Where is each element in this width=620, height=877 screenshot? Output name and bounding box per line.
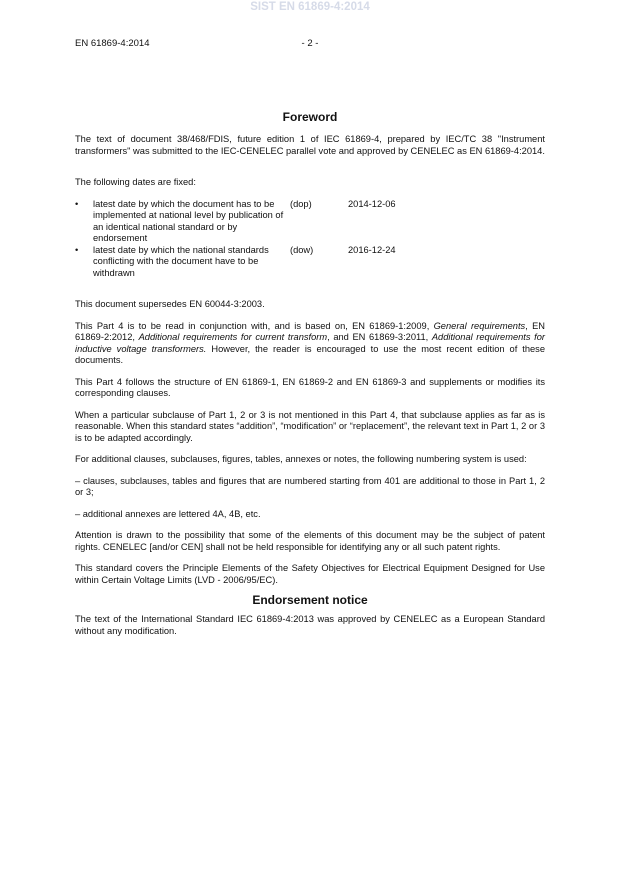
structure-text: This Part 4 follows the structure of EN 61869-1, EN 61869-2 and EN 61869-3 and supplements or modifies its corresponding clauses. bbox=[75, 376, 545, 398]
lvd-text: This standard covers the Principle Elements of the Safety Objectives for Electrical Equipment Designed for Use within Certain Voltage Limits (LVD - 2006/95/EC). bbox=[75, 563, 545, 585]
bullet: • bbox=[75, 244, 79, 255]
date-code: (dop) bbox=[290, 198, 312, 209]
page-number: - 2 - bbox=[301, 38, 319, 49]
part4-reading-text: This Part 4 is to be read in conjunction with, and is based on, EN 61869-1:2009, General requirements, EN 61869-2:2012, Additional requirements for current transform, and EN 61869-3:2011, Additional requirements for inductive voltage transformers. However, the reader is encouraged to use the most recent edition of these documents. bbox=[75, 320, 545, 365]
page-content bbox=[75, 110, 545, 637]
dates-table bbox=[75, 199, 545, 280]
watermark: SIST EN 61869-4:2014 bbox=[250, 1, 370, 13]
numbering-item-clauses: – clauses, subclauses, tables and figures that are numbered starting from 401 are additional to those in Part 1, 2 or 3; bbox=[75, 475, 545, 497]
date-description: latest date by which the document has to be implemented at national level by publication of an identical national standard or by endorsement bbox=[93, 198, 284, 243]
foreword-title: Foreword bbox=[282, 110, 338, 124]
endorsement-text: The text of the International Standard IEC 61869-4:2013 was approved by CENELEC as a European Standard without any modification. bbox=[75, 614, 545, 636]
dates-row-dop bbox=[75, 199, 545, 245]
dates-intro: The following dates are fixed: bbox=[75, 177, 196, 187]
endorsement-title: Endorsement notice bbox=[252, 593, 368, 607]
date-description: latest date by which the national standards conflicting with the document have to be withdrawn bbox=[93, 244, 269, 278]
dates-row-dow bbox=[75, 245, 545, 280]
patent-text: Attention is drawn to the possibility that some of the elements of this document may be the subject of patent rights. CENELEC [and/or CEN] shall not be held responsible for identifying any or all such patent rights. bbox=[75, 530, 545, 552]
supersedes-text: This document supersedes EN 60044-3:2003. bbox=[75, 299, 265, 309]
numbering-intro: For additional clauses, subclauses, figures, tables, annexes or notes, the following numbering system is used: bbox=[75, 454, 527, 464]
date-code: (dow) bbox=[290, 244, 314, 255]
subclause-text: When a particular subclause of Part 1, 2 or 3 is not mentioned in this Part 4, that subclause applies as far as is reasonable. When this standard states “addition”, “modification” or “replacement”, the relevant text in Part 1, 2 or 3 is to be adapted accordingly. bbox=[75, 409, 545, 443]
bullet: • bbox=[75, 198, 79, 209]
numbering-item-annexes: – additional annexes are lettered 4A, 4B, etc. bbox=[75, 508, 261, 519]
document-id: EN 61869-4:2014 bbox=[75, 38, 150, 49]
date-value: 2016-12-24 bbox=[348, 244, 396, 255]
date-value: 2014-12-06 bbox=[348, 198, 396, 209]
foreword-intro: The text of document 38/468/FDIS, future edition 1 of IEC 61869-4, prepared by IEC/TC 38 "Instrument transformers" was submitted to the IEC-CENELEC parallel vote and approved by CENELEC as EN 61869-4:2014. bbox=[75, 134, 545, 156]
